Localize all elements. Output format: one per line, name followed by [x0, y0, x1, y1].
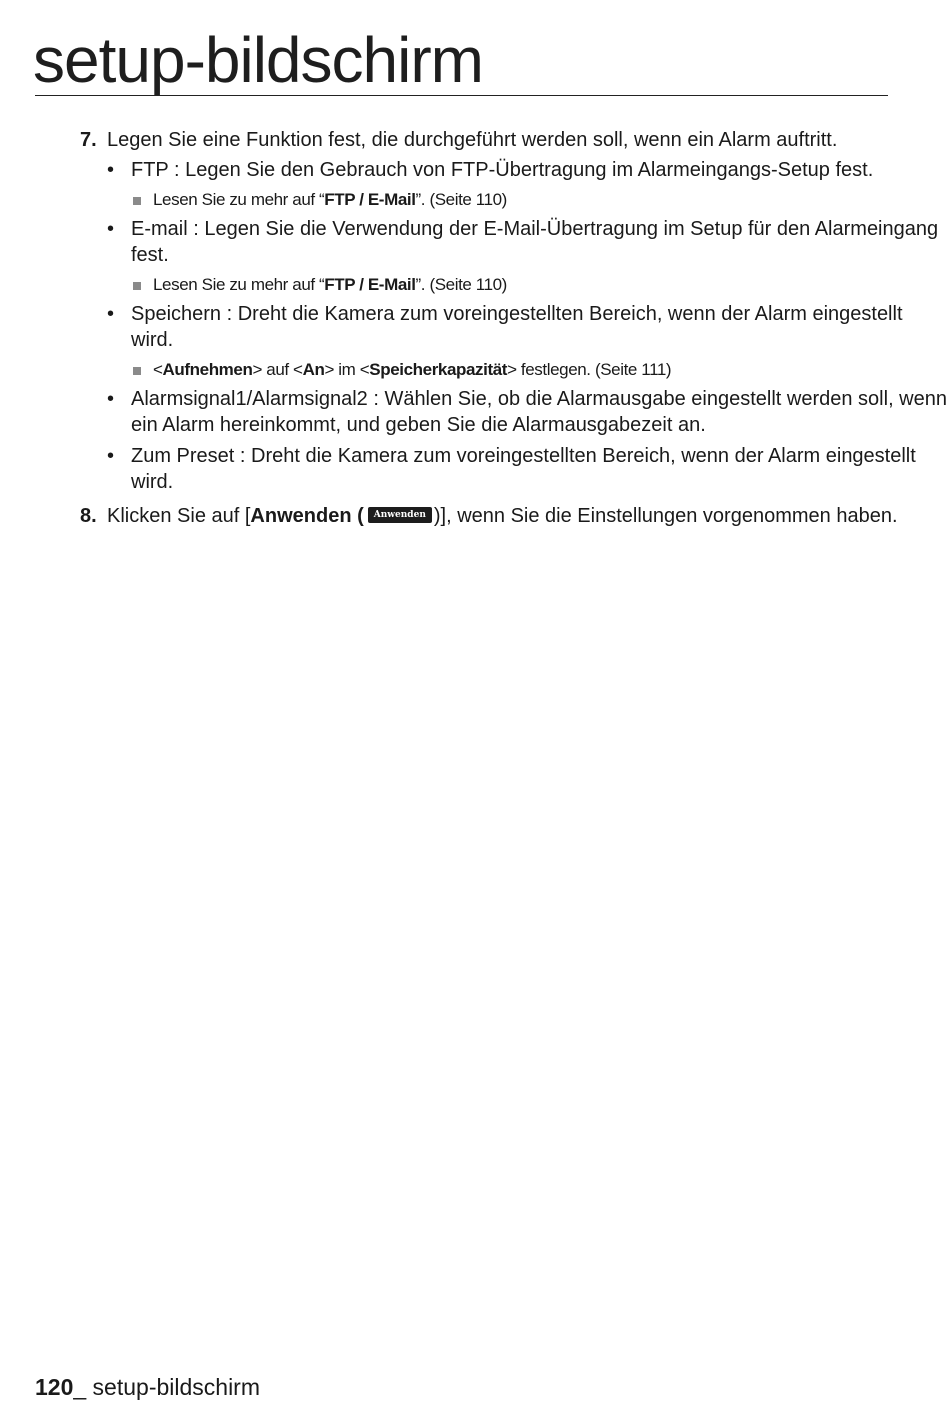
- step-number: 8.: [80, 505, 97, 527]
- bullet-text: Zum Preset : Dreht die Kamera zum voreingestellten Bereich, wenn der Alarm eingestellt wird.: [131, 445, 916, 493]
- note-bold-aufnehmen: Aufnehmen: [162, 360, 253, 379]
- note-square-icon: [133, 282, 141, 290]
- note-text: ”. (Seite 110): [415, 275, 507, 294]
- step-text: Klicken Sie auf [: [107, 505, 251, 527]
- note-bold-an: An: [302, 360, 325, 379]
- bullet-icon: •: [107, 388, 115, 410]
- step-7: [0, 127, 950, 495]
- list-item-ftp: [107, 157, 950, 211]
- bullet-text: Speichern : Dreht die Kamera zum voreingestellten Bereich, wenn der Alarm eingestellt wird.: [131, 303, 903, 351]
- step-8: [0, 503, 950, 529]
- list-item-alarmsignal: [107, 386, 950, 438]
- note-text: > im <: [324, 360, 370, 379]
- step-number: 7.: [80, 129, 97, 151]
- note-text: <: [153, 360, 163, 379]
- bullet-icon: •: [107, 159, 115, 181]
- footer-label: _ setup-bildschirm: [73, 1374, 261, 1400]
- bullet-icon: •: [107, 218, 115, 240]
- page-title: setup-bildschirm: [33, 24, 483, 96]
- bullet-text: Alarmsignal1/Alarmsignal2 : Wählen Sie, ob die Alarmausgabe eingestellt werden soll, wenn ein Alarm hereinkommt, und geben Sie die Alarmausgabezeit an.: [131, 388, 947, 436]
- note-link-text: FTP / E-Mail: [324, 190, 416, 209]
- note-bold-speicherkapazitaet: Speicherkapazität: [369, 360, 508, 379]
- bullet-text: FTP : Legen Sie den Gebrauch von FTP-Übertragung im Alarmeingangs-Setup fest.: [131, 159, 874, 181]
- list-item-zum-preset: [107, 443, 950, 495]
- note-square-icon: [133, 197, 141, 205]
- step-text: )], wenn Sie die Einstellungen vorgenommen haben.: [433, 505, 898, 527]
- page-footer: [35, 1373, 260, 1401]
- note-text: > auf <: [252, 360, 303, 379]
- main-content: [0, 127, 950, 529]
- note-text: ”. (Seite 110): [415, 190, 507, 209]
- page-number: 120: [35, 1374, 74, 1400]
- apply-button-image: Anwenden: [368, 507, 432, 523]
- title-divider: [35, 95, 888, 96]
- note-ftp: [131, 189, 950, 211]
- note-square-icon: [133, 367, 141, 375]
- bullet-icon: •: [107, 303, 115, 325]
- list-item-speichern: [107, 301, 950, 381]
- note-link-text: FTP / E-Mail: [324, 275, 416, 294]
- note-text: Lesen Sie zu mehr auf “: [153, 190, 325, 209]
- step-bold-text: Anwenden (: [250, 505, 364, 527]
- bullet-icon: •: [107, 445, 115, 467]
- step-text: Legen Sie eine Funktion fest, die durchgeführt werden soll, wenn ein Alarm auftritt.: [107, 129, 838, 151]
- note-speichern: [131, 359, 950, 381]
- note-email: [131, 274, 950, 296]
- note-text: Lesen Sie zu mehr auf “: [153, 275, 325, 294]
- list-item-email: [107, 216, 950, 296]
- bullet-list: [107, 157, 950, 495]
- bullet-text: E-mail : Legen Sie die Verwendung der E-Mail-Übertragung im Setup für den Alarmeingang fest.: [131, 218, 939, 266]
- note-text: > festlegen. (Seite 111): [507, 360, 672, 379]
